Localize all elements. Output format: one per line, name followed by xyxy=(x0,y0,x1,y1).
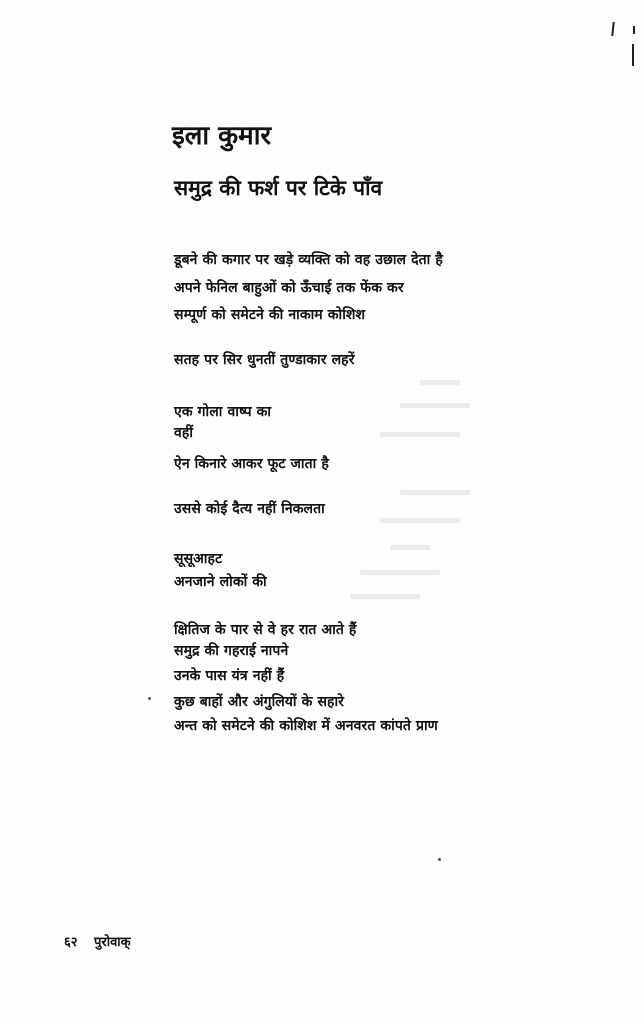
margin-mark xyxy=(632,44,634,66)
poem-title: समुद्र की फर्श पर टिके पाँव xyxy=(174,176,383,200)
poem-line: ऐन किनारे आकर फूट जाता है xyxy=(174,456,329,472)
poem-line: उनके पास यंत्र नहीं हैं xyxy=(174,668,285,684)
show-through-smudge xyxy=(400,403,470,408)
poem-line: कुछ बाहों और अंगुलियों के सहारे xyxy=(174,694,345,710)
show-through-smudge xyxy=(360,570,440,575)
page-number: ६२ xyxy=(64,935,78,950)
show-through-smudge xyxy=(400,490,470,495)
poem-line: सम्पूर्ण को समेटने की नाकाम कोशिश xyxy=(174,307,366,323)
poem-line: उससे कोई दैत्य नहीं निकलता xyxy=(174,501,325,517)
author-name: इला कुमार xyxy=(172,121,272,151)
poem-line: सूसूआहट xyxy=(174,551,223,567)
margin-mark xyxy=(633,26,635,34)
poem-line: अपने फेनिल बाहुओं को ऊँचाई तक फेंक कर xyxy=(174,280,404,296)
poem-line: सतह पर सिर धुनतीं तुण्डाकार लहरें xyxy=(174,352,355,368)
show-through-smudge xyxy=(380,432,460,437)
ink-speck xyxy=(148,697,151,700)
poem-line: समुद्र की गहराई नापने xyxy=(174,643,289,659)
poem-line: क्षितिज के पार से वे हर रात आते हैं xyxy=(174,622,357,638)
show-through-smudge xyxy=(390,545,430,550)
poem-line: डूबने की कगार पर खड़े व्यक्ति को वह उछाल देता है xyxy=(174,252,443,268)
poem-line: अनजाने लोकों की xyxy=(174,574,267,590)
ink-speck xyxy=(438,858,441,861)
poem-line: एक गोला वाष्प का xyxy=(174,404,272,420)
show-through-smudge xyxy=(380,518,460,523)
margin-mark xyxy=(611,22,614,36)
show-through-smudge xyxy=(420,380,460,385)
poem-line: वहीं xyxy=(174,425,194,441)
show-through-smudge xyxy=(350,594,420,599)
book-title: पुरोवाक् xyxy=(94,935,131,950)
poem-line: अन्त को समेटने की कोशिश में अनवरत कांपते प्राण xyxy=(174,718,438,734)
